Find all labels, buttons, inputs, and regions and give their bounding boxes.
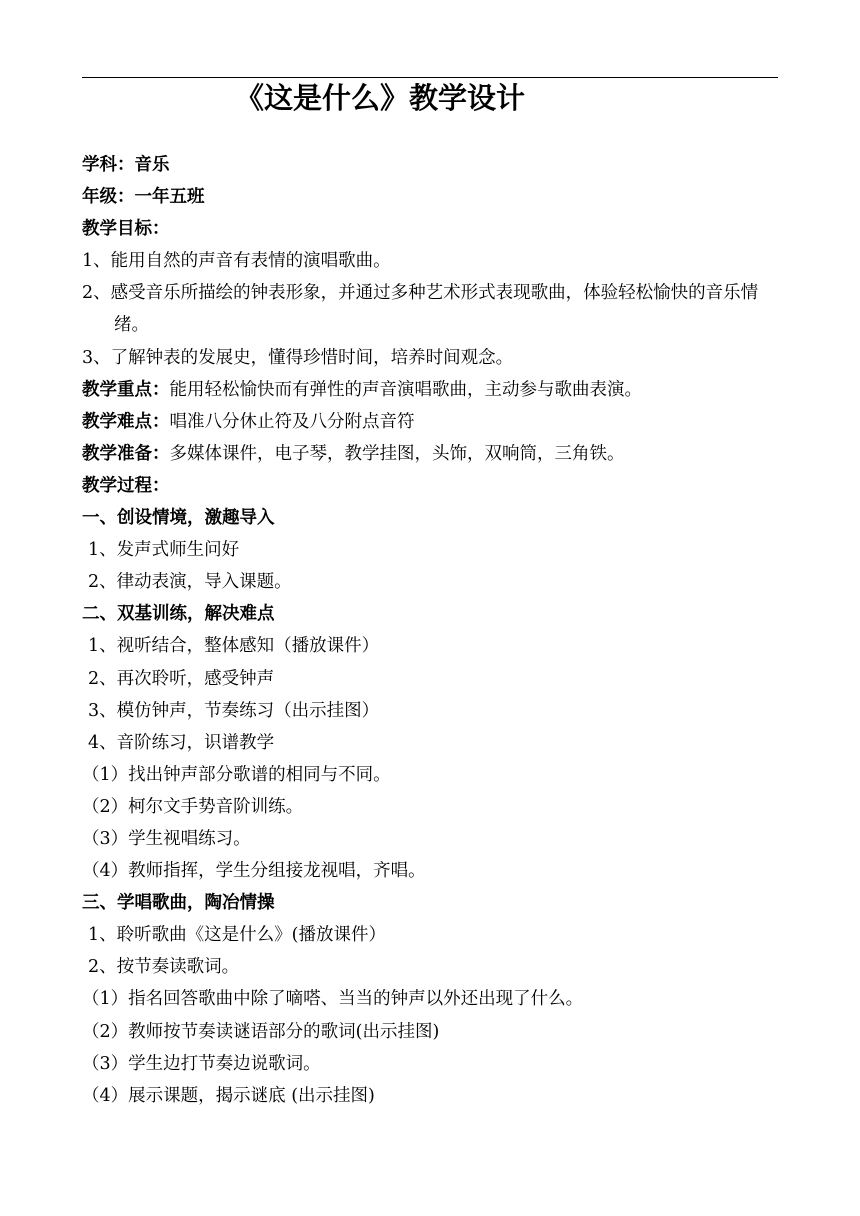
page-title: 《这是什么》教学设计 <box>234 81 525 115</box>
difficulty-value: 唱准八分休止符及八分附点音符 <box>169 411 415 432</box>
grade-line <box>82 181 782 213</box>
preparation-label: 教学准备： <box>82 443 170 464</box>
sub-list-item: （3）学生边打节奏边说歌词。 <box>82 1053 321 1074</box>
process-heading: 教学过程： <box>82 475 170 496</box>
sub-list-item: （4）教师指挥，学生分组接龙视唱，齐唱。 <box>82 861 426 882</box>
list-item: 1、聆听歌曲《这是什么》(播放课件） <box>88 925 386 946</box>
subject-value: 音乐 <box>134 155 170 175</box>
goals-heading: 教学目标： <box>82 219 170 240</box>
sub-list-item: （1）找出钟声部分歌谱的相同与不同。 <box>82 764 391 785</box>
sub-list-item: （2）柯尔文手势音阶训练。 <box>82 796 304 817</box>
section-heading: 二、双基训练，解决难点 <box>82 604 275 625</box>
list-item: 3、模仿钟声，节奏练习（出示挂图） <box>88 700 380 721</box>
grade-label: 年级： <box>82 187 135 208</box>
list-item: 2、再次聆听，感受钟声 <box>88 668 275 689</box>
section-heading: 一、创设情境，激趣导入 <box>82 508 275 529</box>
preparation-value: 多媒体课件，电子琴，教学挂图，头饰，双响筒，三角铁。 <box>169 443 625 464</box>
key-point-line <box>82 374 782 406</box>
sub-list-item: （1）指名回答歌曲中除了嘀嗒、当当的钟声以外还出现了什么。 <box>82 989 584 1010</box>
sub-list-item: （3）学生视唱练习。 <box>82 828 251 849</box>
subject-label: 学科： <box>82 155 135 175</box>
key-point-label: 教学重点： <box>82 379 170 400</box>
list-item: 2、按节奏读歌词。 <box>88 957 240 978</box>
sub-list-item: （4）展示课题，揭示谜底 (出示挂图) <box>82 1085 375 1106</box>
goal-item: 1、能用自然的声音有表情的演唱歌曲。 <box>82 251 391 272</box>
subject-line <box>82 149 782 181</box>
list-item: 2、律动表演，导入课题。 <box>88 572 292 593</box>
grade-value: 一年五班 <box>134 187 205 208</box>
difficulty-line <box>82 406 782 438</box>
document-body <box>82 149 782 1112</box>
list-item: 4、音阶练习，识谱教学 <box>88 732 275 753</box>
sub-list-item: （2）教师按节奏读谜语部分的歌词(出示挂图) <box>82 1021 440 1042</box>
preparation-line <box>82 438 782 470</box>
difficulty-label: 教学难点： <box>82 411 170 432</box>
key-point-value: 能用轻松愉快而有弹性的声音演唱歌曲，主动参与歌曲表演。 <box>169 379 642 400</box>
section-heading: 三、学唱歌曲，陶冶情操 <box>82 893 275 914</box>
list-item: 1、视听结合，整体感知（播放课件） <box>88 636 380 657</box>
goal-item: 3、了解钟表的发展史，懂得珍惜时间，培养时间观念。 <box>82 347 514 368</box>
list-item: 1、发声式师生问好 <box>88 540 240 561</box>
goal-item: 2、感受音乐所描绘的钟表形象，并通过多种艺术形式表现歌曲，体验轻松愉快的音乐情绪。 <box>82 283 759 336</box>
